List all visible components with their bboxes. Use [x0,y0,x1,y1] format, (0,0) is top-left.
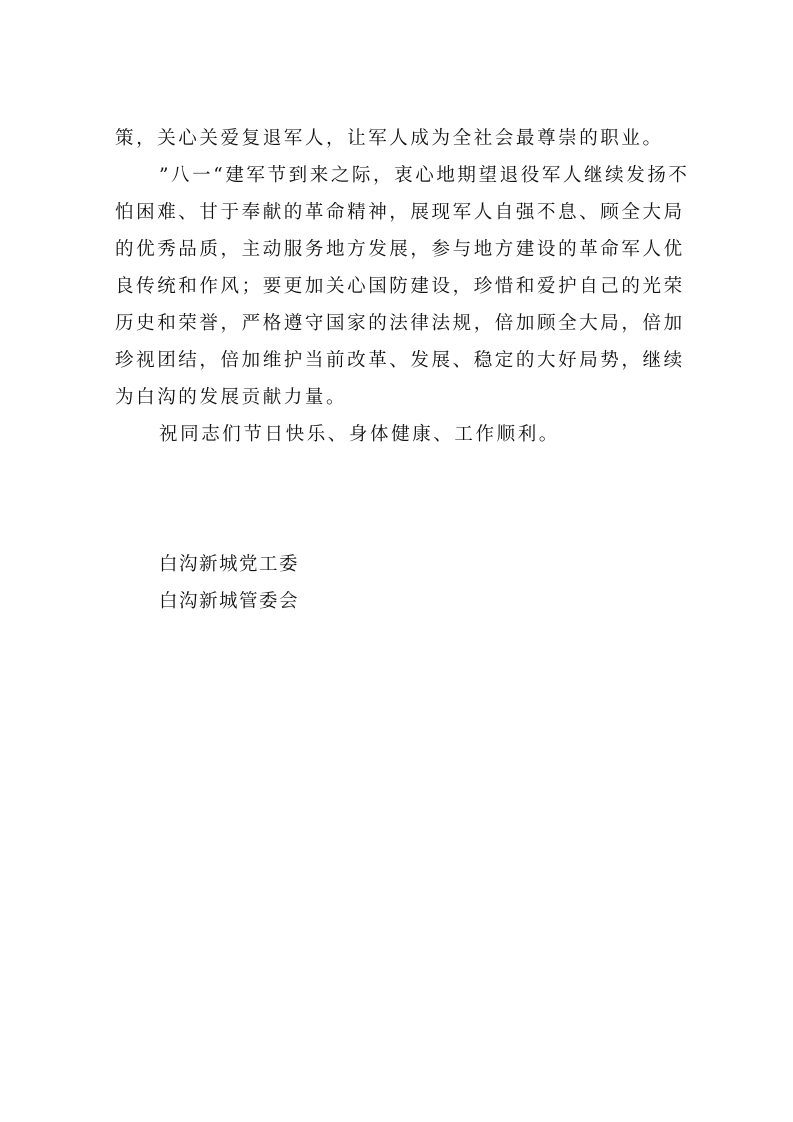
paragraph-line: 的优秀品质，主动服务地方发展，参与地方建设的革命军人优 [115,239,685,260]
paragraph-line: 珍视团结，倍加维护当前改革、发展、稳定的大好局势，继续 [115,350,685,371]
paragraph-line: 历史和荣誉，严格遵守国家的法律法规，倍加顾全大局，倍加 [115,313,685,334]
signature-block [159,546,299,620]
signature-party-committee: 白沟新城党工委 [159,554,300,575]
signature-management-committee: 白沟新城管委会 [159,591,300,612]
closing-wish-line: 祝同志们节日快乐、身体健康、工作顺利。 [159,424,560,445]
paragraph-line: 良传统和作风；要更加关心国防建设，珍惜和爱护自己的光荣 [115,276,685,297]
letter-body [115,120,690,453]
paragraph-line: 策，关心关爱复退军人，让军人成为全社会最尊崇的职业。 [115,128,664,149]
paragraph-line: 为白沟的发展贡献力量。 [115,387,348,408]
paragraph-line: ”八一“建军节到来之际，衷心地期望退役军人继续发扬不 [159,165,690,186]
paragraph-line: 怕困难、甘于奉献的革命精神，展现军人自强不息、顾全大局 [115,202,685,223]
